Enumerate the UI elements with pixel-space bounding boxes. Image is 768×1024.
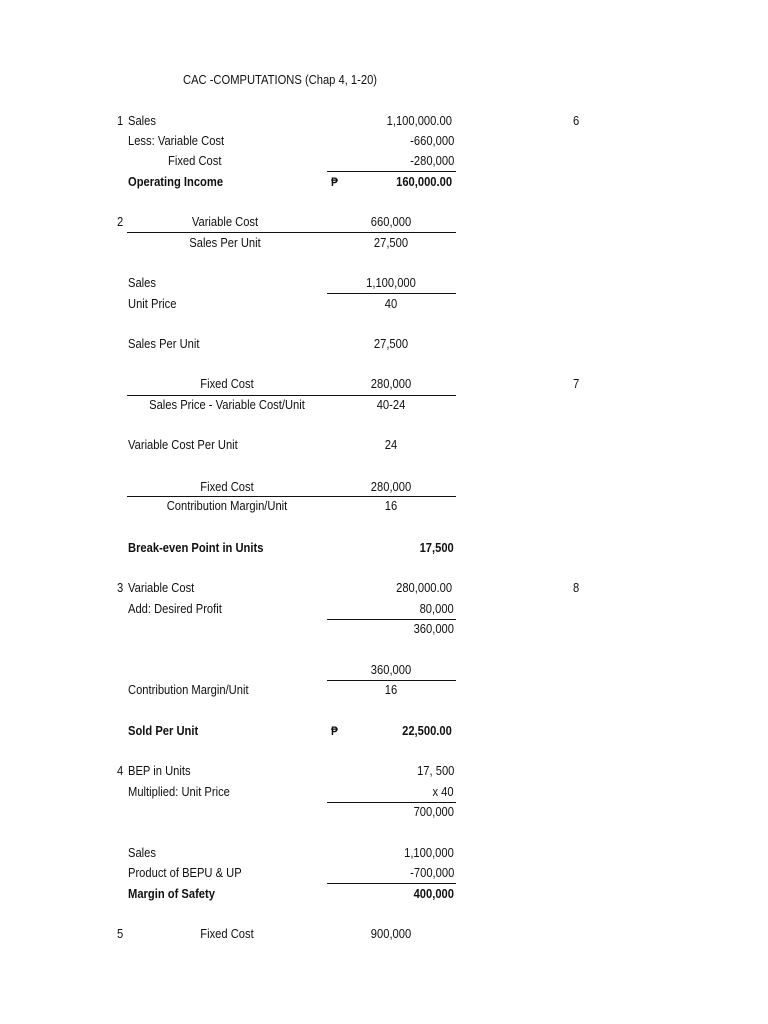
bep-in-units-label: BEP in Units <box>128 763 191 778</box>
sold-per-unit-value: 22,500.00 <box>402 723 452 738</box>
unit-price-value: 40 <box>384 296 398 311</box>
problem-number-3: 3 <box>117 580 124 595</box>
less-variable-cost-value: -660,000 <box>409 133 454 148</box>
sales-value: 1,100,000 <box>366 275 416 290</box>
sales-price-minus-variable-cost-value: 40-24 <box>376 397 406 412</box>
variable-cost-per-unit-value: 24 <box>384 437 398 452</box>
contribution-margin-per-unit-value: 16 <box>384 498 398 513</box>
margin-of-safety-value: 400,000 <box>413 886 454 901</box>
underline <box>327 619 456 620</box>
less-variable-cost-label: Less: Variable Cost <box>128 133 225 148</box>
numerator-value: 360,000 <box>370 662 412 677</box>
side-number-6: 6 <box>573 113 580 128</box>
fixed-cost-value: 280,000 <box>370 479 412 494</box>
problem-number-5: 5 <box>117 926 124 941</box>
side-number-7: 7 <box>573 376 580 391</box>
variable-cost-value: 660,000 <box>370 214 412 229</box>
fixed-cost-value: -280,000 <box>409 153 454 168</box>
variable-cost-label: Variable Cost <box>128 580 195 595</box>
contribution-margin-per-unit-value: 16 <box>384 682 398 697</box>
break-even-point-value: 17,500 <box>419 540 454 555</box>
unit-price-multiplier-value: x 40 <box>432 784 454 799</box>
unit-price-label: Unit Price <box>128 296 177 311</box>
problem-number-2: 2 <box>117 214 124 229</box>
fraction-line <box>127 496 456 497</box>
underline <box>327 171 456 172</box>
fraction-line <box>127 395 456 396</box>
sales-per-unit-label: Sales Per Unit <box>128 336 200 351</box>
page-title: CAC -COMPUTATIONS (Chap 4, 1-20) <box>183 72 378 87</box>
sales-value: 1,100,000 <box>404 845 454 860</box>
fixed-cost-value: 280,000 <box>370 376 412 391</box>
sales-label: Sales <box>128 113 156 128</box>
sales-per-unit-value: 27,500 <box>373 336 409 351</box>
break-even-point-label: Break-even Point in Units <box>128 540 264 555</box>
underline <box>327 883 456 884</box>
fixed-cost-value: 900,000 <box>370 926 412 941</box>
side-number-8: 8 <box>573 580 580 595</box>
variable-cost-per-unit-label: Variable Cost Per Unit <box>128 437 238 452</box>
margin-of-safety-label: Margin of Safety <box>128 886 215 901</box>
sales-price-minus-variable-cost-label: Sales Price - Variable Cost/Unit <box>149 397 305 412</box>
fraction-line <box>327 293 456 294</box>
operating-income-label: Operating Income <box>128 174 224 189</box>
bep-in-units-value: 17, 500 <box>416 763 454 778</box>
product-value: 700,000 <box>413 804 454 819</box>
underline <box>327 802 456 803</box>
sales-label: Sales <box>128 275 156 290</box>
contribution-margin-per-unit-label: Contribution Margin/Unit <box>128 682 249 697</box>
contribution-margin-per-unit-label: Contribution Margin/Unit <box>166 498 288 513</box>
fixed-cost-label: Fixed Cost <box>200 926 254 941</box>
sales-value: 1,100,000.00 <box>386 113 452 128</box>
fixed-cost-label: Fixed Cost <box>200 479 254 494</box>
variable-cost-value: 280,000.00 <box>396 580 452 595</box>
sales-per-unit-value: 27,500 <box>373 235 409 250</box>
product-bepu-up-label: Product of BEPU & UP <box>128 865 242 880</box>
total-value: 360,000 <box>413 621 454 636</box>
fraction-line <box>127 232 456 233</box>
sales-label: Sales <box>128 845 156 860</box>
sold-per-unit-label: Sold Per Unit <box>128 723 199 738</box>
peso-sign: ₱ <box>331 724 338 738</box>
peso-sign: ₱ <box>331 175 338 189</box>
fraction-line <box>327 680 456 681</box>
unit-price-multiplier-label: Multiplied: Unit Price <box>128 784 230 799</box>
variable-cost-label: Variable Cost <box>191 214 259 229</box>
problem-number-4: 4 <box>117 763 124 778</box>
problem-number-1: 1 <box>117 113 124 128</box>
desired-profit-value: 80,000 <box>419 601 454 616</box>
product-bepu-up-value: -700,000 <box>409 865 454 880</box>
operating-income-value: 160,000.00 <box>396 174 452 189</box>
sales-per-unit-label: Sales Per Unit <box>189 235 261 250</box>
fixed-cost-label: Fixed Cost <box>168 153 222 168</box>
fixed-cost-label: Fixed Cost <box>200 376 254 391</box>
desired-profit-label: Add: Desired Profit <box>128 601 222 616</box>
